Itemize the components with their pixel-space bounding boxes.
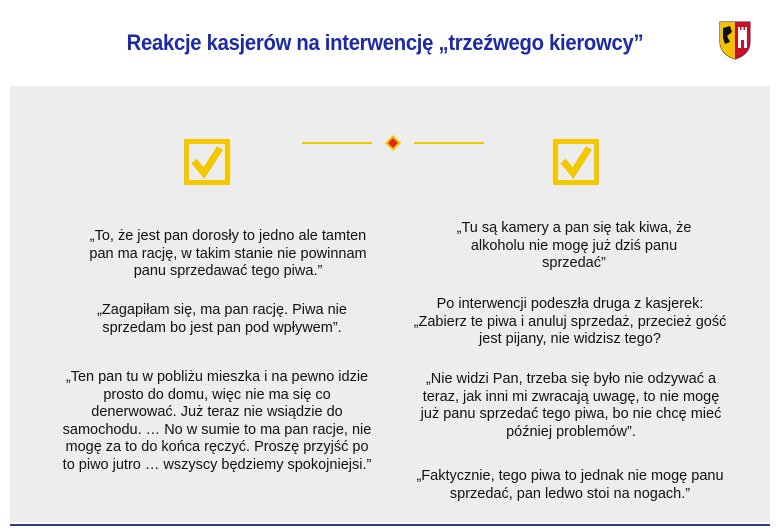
bottom-divider <box>10 524 770 526</box>
city-coat-of-arms-icon <box>718 20 752 60</box>
quote-text: „Nie widzi Pan, trzeba się było nie odzywać a teraz, jak inni mi zwracają uwagę, to nie mogę już panu sprzedać tego piwa, bo nie chcę mieć później problemów”. <box>420 371 722 440</box>
checkbox-checked-icon <box>184 139 230 185</box>
quote-block <box>78 228 378 281</box>
quote-block <box>412 296 728 349</box>
divider-ornament <box>302 134 484 152</box>
quote-text: „To, że jest pan dorosły to jedno ale tamten pan ma rację, w takim stanie nie powinnam panu sprzedawać tego piwa.” <box>89 228 367 280</box>
quote-text: Po interwencji podeszła druga z kasjerek: „Zabierz te piwa i anuluj sprzedaż, przecież gość jest pijany, nie widzisz tego? <box>413 296 727 348</box>
quote-block <box>60 369 374 475</box>
quote-text: „Ten pan tu w pobliżu mieszka i na pewno idzie prosto do domu, więc nie ma się co denerwować. Już teraz nie wsiądzie do samochodu. … No w sumie to ma pan racje, nie mogę za to do końca ręczyć. Proszę przyjść po to piwo jutro … wszyscy będziemy spokojniejsi.” <box>62 369 372 473</box>
quote-text: „Faktycznie, tego piwa to jednak nie mogę panu sprzedać, pan ledwo stoi na nogach.” <box>416 468 724 502</box>
quote-block <box>454 220 694 273</box>
slide-title: Reakcje kasjerów na interwencję „trzeźwego kierowcy” <box>126 30 644 55</box>
quote-block <box>82 302 362 337</box>
quote-text: „Zagapiłam się, ma pan rację. Piwa nie sprzedam bo jest pan pod wpływem”. <box>97 302 347 336</box>
checkbox-checked-icon <box>553 139 599 185</box>
quote-text: „Tu są kamery a pan się tak kiwa, że alkoholu nie mogę już dziś panu sprzedać” <box>456 220 692 272</box>
quote-block <box>404 468 736 503</box>
quote-block <box>418 371 724 441</box>
